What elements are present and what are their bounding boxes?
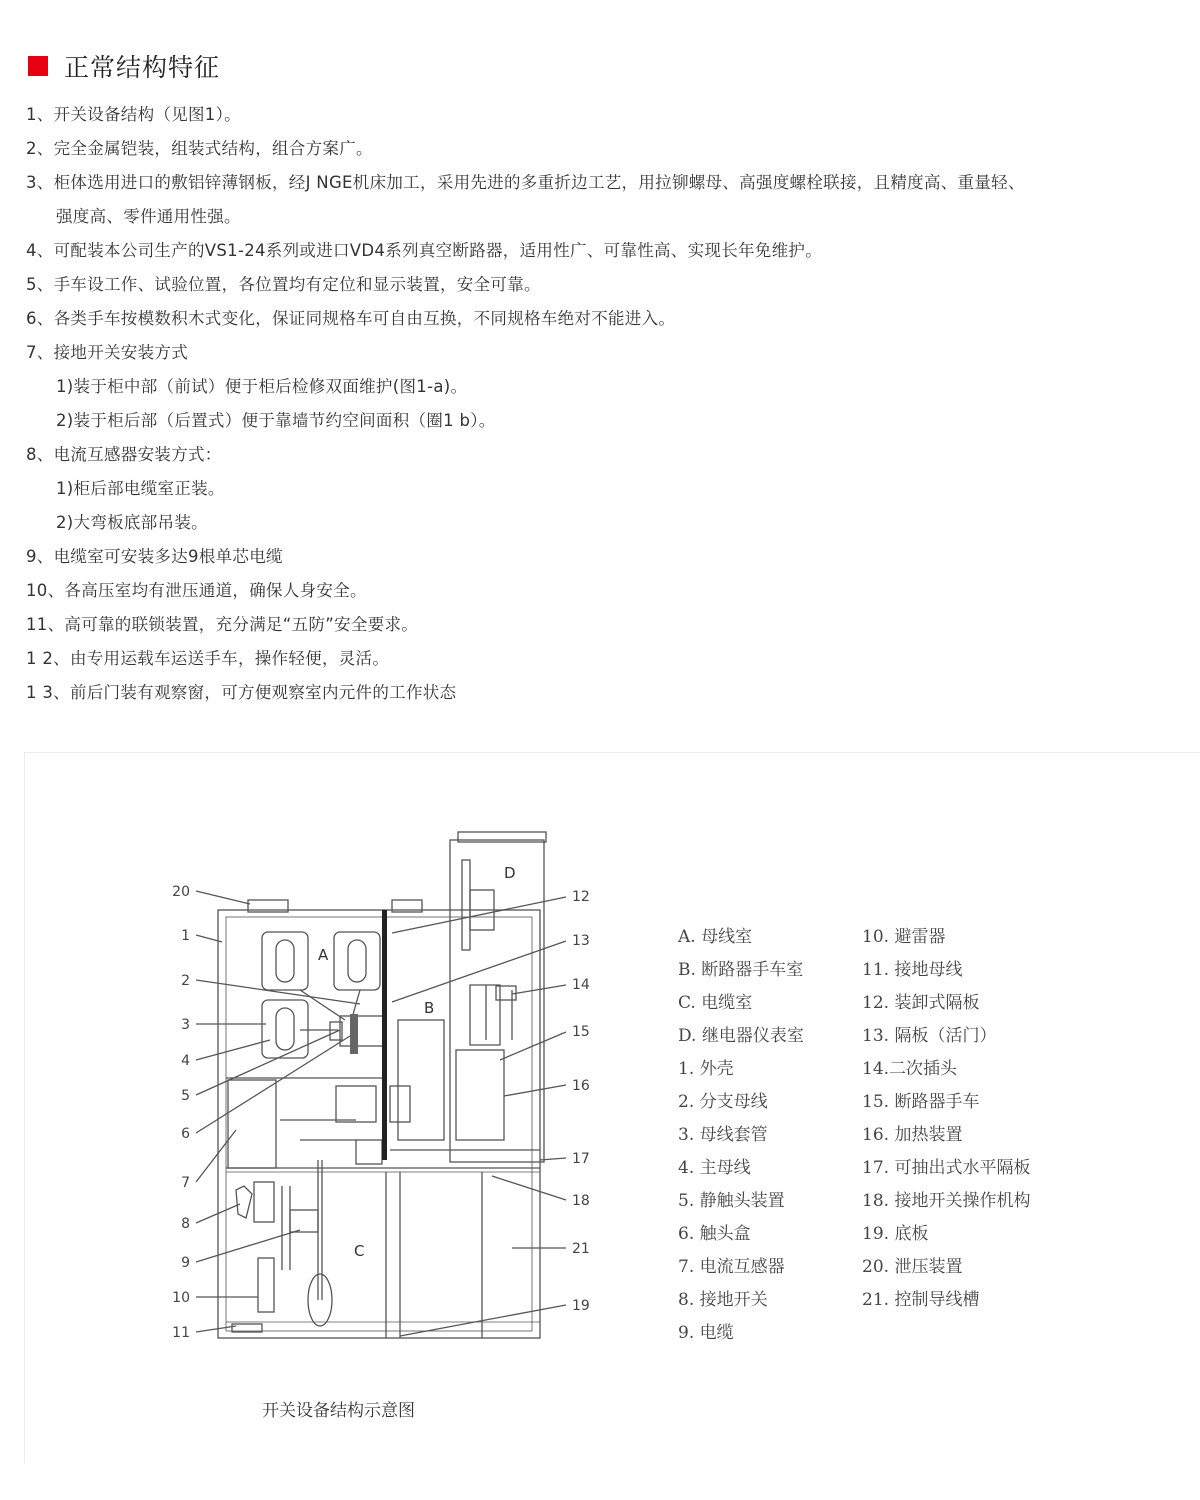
feature-item: 7、接地开关安装方式 (26, 343, 188, 362)
legend-item: 9. 电缆 (678, 1323, 734, 1343)
current-transformer (228, 1080, 276, 1168)
legend-item: 12. 装卸式隔板 (862, 993, 980, 1013)
callout-number: 10 (172, 1290, 190, 1306)
busbar-2 (334, 932, 380, 990)
legend-item: 4. 主母线 (678, 1158, 751, 1178)
section-header (28, 50, 220, 82)
feature-item: 1、开关设备结构（见图1）。 (26, 105, 241, 124)
label-a: A (318, 946, 329, 964)
callout-number: 4 (181, 1053, 190, 1069)
switchgear-diagram (0, 780, 640, 1420)
legend-item: 14.二次插头 (862, 1059, 958, 1079)
legend-item: 18. 接地开关操作机构 (862, 1191, 1031, 1211)
callout-number: 2 (181, 973, 190, 989)
feature-subitem: 1)柜后部电缆室正装。 (56, 479, 225, 498)
feature-subitem: 1)装于柜中部（前试）便于柜后检修双面维护(图1-a)。 (56, 377, 468, 396)
callout-number: 14 (572, 977, 590, 993)
legend-item: 7. 电流互感器 (678, 1257, 785, 1277)
legend-item: 21. 控制导线槽 (862, 1290, 980, 1310)
callout-number: 21 (572, 1241, 590, 1257)
callout-number: 7 (181, 1175, 190, 1191)
callout-number: 15 (572, 1024, 590, 1040)
legend-item: 11. 接地母线 (862, 960, 963, 980)
legend-item: 13. 隔板（活门） (862, 1026, 997, 1046)
legend-item: 19. 底板 (862, 1224, 929, 1244)
legend-item: 5. 静触头装置 (678, 1191, 785, 1211)
feature-item: 10、各高压室均有泄压通道，确保人身安全。 (26, 581, 367, 600)
legend-item: 17. 可抽出式水平隔板 (862, 1158, 1031, 1178)
legend-item: 1. 外壳 (678, 1059, 734, 1079)
feature-item: 4、可配装本公司生产的VS1-24系列或进口VD4系列真空断路器，适用性广、可靠性高、实现长年免维护。 (26, 241, 822, 260)
feature-subitem: 2)装于柜后部（后置式）便于靠墙节约空间面积（圈1 b）。 (56, 411, 496, 430)
callout-number: 6 (181, 1126, 190, 1142)
callout-number: 16 (572, 1078, 590, 1094)
callout-number: 13 (572, 933, 590, 949)
legend-item: 2. 分支母线 (678, 1092, 768, 1112)
legend-column-2 (862, 921, 1030, 1317)
label-d: D (504, 864, 516, 882)
lightning-arrester (258, 1258, 274, 1312)
shutter-partition (382, 910, 387, 1160)
legend-item: A. 母线室 (678, 927, 753, 947)
feature-item: 1 2、由专用运载车运送手车，操作轻便，灵活。 (26, 649, 390, 668)
callout-number: 19 (572, 1298, 590, 1314)
cabinet-outline (218, 910, 540, 1338)
callout-number: 18 (572, 1193, 590, 1209)
relay-compartment-d (450, 840, 544, 1162)
callout-number: 1 (181, 928, 190, 944)
callout-number: 12 (572, 889, 590, 905)
callout-number: 3 (181, 1017, 190, 1033)
legend-item: D. 继电器仪表室 (678, 1026, 804, 1046)
legend-item: C. 电缆室 (678, 993, 753, 1013)
red-square-icon (28, 56, 48, 76)
callout-number: 5 (181, 1088, 190, 1104)
legend-item: 10. 避雷器 (862, 927, 946, 947)
label-b: B (424, 999, 435, 1017)
contact-box (340, 1016, 386, 1046)
figure-caption: 开关设备结构示意图 (262, 1401, 415, 1421)
feature-item: 8、电流互感器安装方式： (26, 445, 222, 464)
legend-item: 6. 触头盒 (678, 1224, 751, 1244)
feature-item: 9、电缆室可安装多达9根单芯电缆 (26, 547, 283, 566)
feature-list (26, 98, 1196, 710)
legend-item: B. 断路器手车室 (678, 960, 804, 980)
busbar-3 (262, 1000, 308, 1058)
feature-item: 6、各类手车按模数积木式变化，保证同规格车可自由互换，不同规格车绝对不能进入。 (26, 309, 676, 328)
feature-item: 5、手车设工作、试验位置，各位置均有定位和显示装置，安全可靠。 (26, 275, 541, 294)
section-title: 正常结构特征 (64, 53, 221, 82)
label-c: C (354, 1242, 365, 1260)
legend-column-1 (678, 921, 804, 1350)
callout-number: 11 (172, 1325, 190, 1341)
feature-item: 3、柜体选用进口的敷铝锌薄钢板，经J NGE机床加工，采用先进的多重折边工艺，用拉铆螺母、高强度螺栓联接，且精度高、重量轻、 (26, 173, 1025, 192)
callout-number: 17 (572, 1151, 590, 1167)
legend-item: 15. 断路器手车 (862, 1092, 980, 1112)
legend-item: 16. 加热装置 (862, 1125, 963, 1145)
legend-item: 3. 母线套管 (678, 1125, 768, 1145)
feature-item: 2、完全金属铠装，组装式结构，组合方案广。 (26, 139, 373, 158)
callout-number: 20 (172, 884, 190, 900)
callout-number: 9 (181, 1255, 190, 1271)
feature-item: 1 3、前后门装有观察窗，可方便观察室内元件的工作状态 (26, 683, 457, 702)
feature-item: 11、高可靠的联锁装置，充分满足“五防”安全要求。 (26, 615, 419, 634)
feature-item-continuation: 强度高、零件通用性强。 (56, 207, 241, 226)
legend-item: 20. 泄压装置 (862, 1257, 963, 1277)
busbar-1 (262, 932, 308, 990)
feature-subitem: 2)大弯板底部吊装。 (56, 513, 208, 532)
legend-item: 8. 接地开关 (678, 1290, 768, 1310)
callout-number: 8 (181, 1216, 190, 1232)
